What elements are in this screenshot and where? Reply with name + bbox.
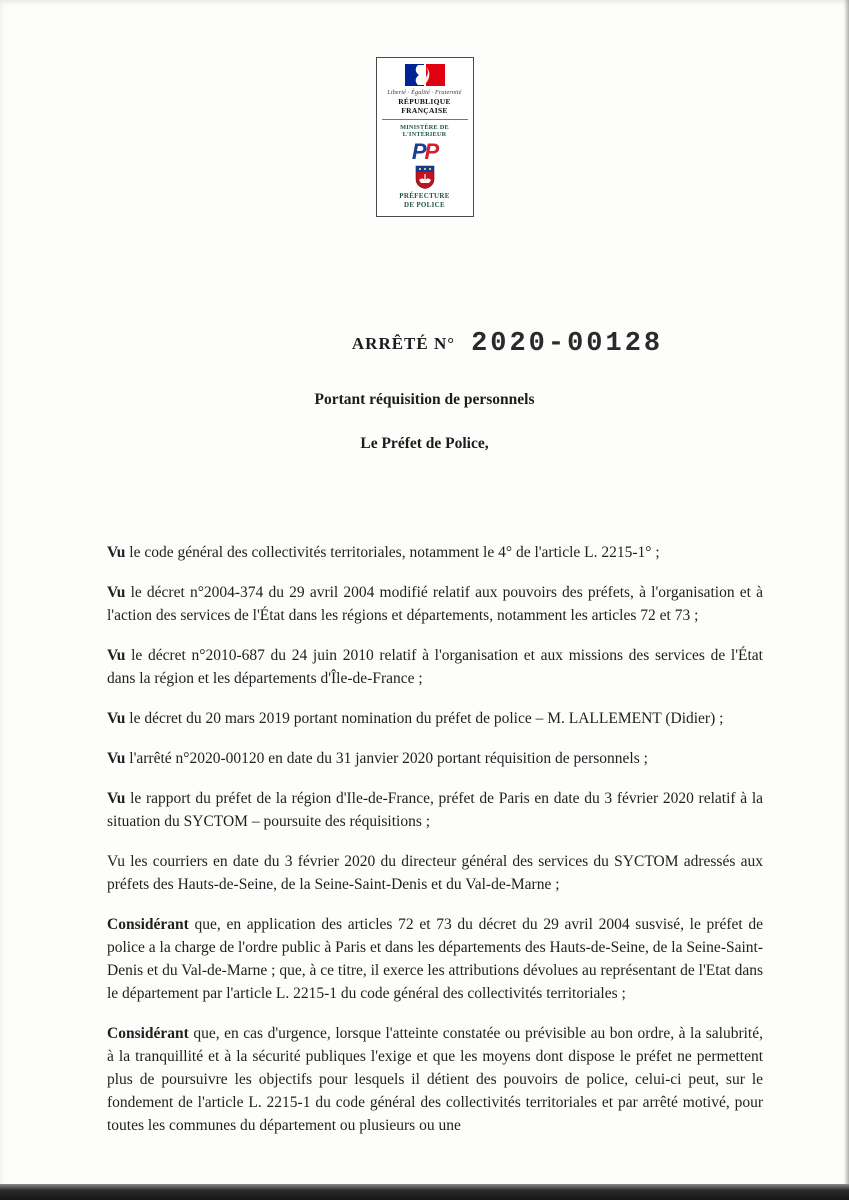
decree-title-label: ARRÊTÉ N° — [351, 333, 456, 353]
french-flag-icon — [380, 63, 470, 87]
ministry-text: MINISTÈRE DE L'INTÉRIEUR — [400, 124, 449, 138]
pp-logo — [380, 141, 470, 163]
letterhead-divider — [382, 119, 468, 120]
paragraph: Vu le code général des collectivités territoriales, notamment le 4° de l'article L. 2215-1° ; — [107, 543, 660, 561]
prefecture-text — [380, 192, 470, 210]
motto-text: Liberté · Égalité · Fraternité — [387, 90, 462, 96]
prefecture-shield-icon — [380, 165, 470, 189]
pp-letter-red: P — [424, 139, 438, 164]
paragraph-lead: Vu — [107, 646, 126, 664]
decree-subtitle: Portant réquisition de personnels — [314, 390, 535, 408]
decree-salutation: Le Préfet de Police, — [360, 434, 489, 452]
paragraph-lead: Vu — [107, 543, 126, 561]
paragraph-lead: Considérant — [107, 915, 189, 933]
document-body — [107, 541, 763, 1137]
paragraph-lead: Considérant — [107, 1024, 189, 1042]
decree-title — [83, 329, 849, 359]
paragraph: Vu l'arrêté n°2020-00120 en date du 31 janvier 2020 portant réquisition de personnels ; — [107, 749, 648, 767]
paragraph-lead: Vu — [107, 583, 126, 601]
paragraph: Vu le rapport du préfet de la région d'Ile-de-France, préfet de Paris en date du 3 février 2020 relatif à la situation du SYCTOM – poursuite des réquisitions ; — [107, 789, 763, 830]
paragraph-lead: Vu — [107, 852, 126, 870]
scan-bottom-strip — [0, 1184, 849, 1200]
paragraph: Vu le décret n°2004-374 du 29 avril 2004 modifié relatif aux pouvoirs des préfets, à l'organisation et à l'action des services de l'État dans les régions et départements, notamment les articles 72 et 73 ; — [107, 583, 763, 624]
pp-letter-blue: P — [411, 139, 425, 164]
scan-edge-shadow — [844, 0, 849, 1200]
prefecture-line1: PRÉFECTURE — [399, 192, 450, 200]
prefecture-line2: DE POLICE — [403, 200, 445, 209]
letterhead-logo-box — [376, 57, 474, 217]
paragraph: Vu le décret n°2010-687 du 24 juin 2010 relatif à l'organisation et aux missions des services de l'État dans la région et les départements d'Île-de-France ; — [107, 646, 763, 687]
paragraph: Considérant que, en application des articles 72 et 73 du décret du 29 avril 2004 susvisé, le préfet de police a la charge de l'ordre public à Paris et dans les départements des Hauts-de-Seine, de la Seine-Saint-Denis et du Val-de-Marne ; que, à ce titre, il exerce les attributions dévolues au représentant de l'Etat dans le département par l'article L. 2215-1 du code général des collectivités territoriales ; — [107, 915, 763, 1002]
decree-number-stamp: 2020-00128 — [471, 328, 664, 359]
paragraph: Vu les courriers en date du 3 février 2020 du directeur général des services du SYCTOM adressés aux préfets des Hauts-de-Seine, de la Seine-Saint-Denis et du Val-de-Marne ; — [107, 852, 763, 893]
paragraph: Considérant que, en cas d'urgence, lorsque l'atteinte constatée ou prévisible au bon ordre, à la salubrité, à la tranquillité et à la sécurité publiques l'exige et que les moyens dont dispose le préfet ne permettent plus de poursuivre les objectifs pour lesquels il détient des pouvoirs de police, celui-ci peut, sur le fondement de l'article L. 2215-1 du code général des collectivités territoriales et par arrêté motivé, pour toutes les communes du département ou plusieurs ou une — [107, 1024, 763, 1134]
paragraph-lead: Vu — [107, 709, 126, 727]
republic-text: RÉPUBLIQUE FRANÇAISE — [398, 97, 451, 115]
paragraph-lead: Vu — [107, 749, 126, 767]
paragraph-lead: Vu — [107, 789, 126, 807]
paragraph: Vu le décret du 20 mars 2019 portant nomination du préfet de police – M. LALLEMENT (Didier) ; — [107, 709, 724, 727]
